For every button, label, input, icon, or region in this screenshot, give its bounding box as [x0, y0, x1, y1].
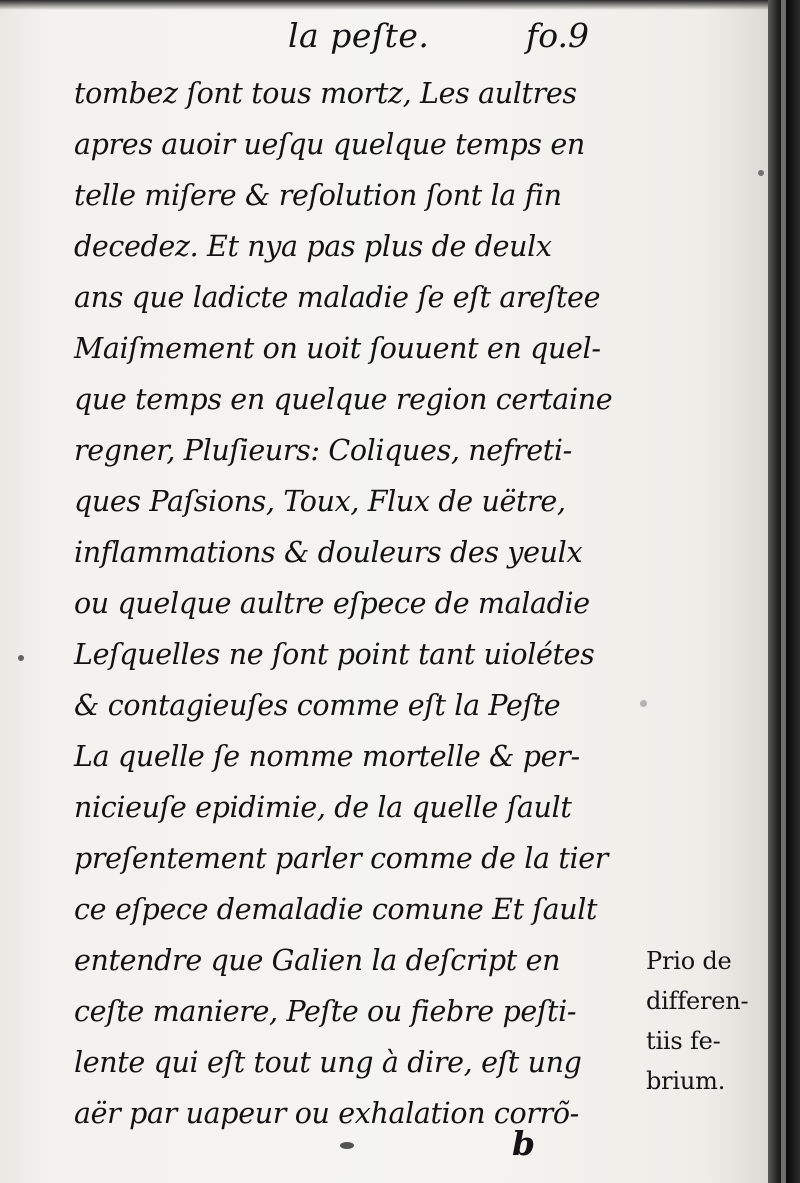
text-line: lente qui eſt tout ung à dire, eſt ung	[74, 1046, 582, 1079]
text-line: Maiſmement on uoit ſouuent en quel-	[74, 332, 601, 365]
text-line: ou quelque aultre eſpece de maladie	[74, 587, 590, 620]
body-text	[74, 68, 634, 1139]
text-line: nicieuſe epidimie, de la quelle ſault	[74, 791, 572, 824]
text-line: La quelle ſe nomme mortelle & per-	[74, 740, 580, 773]
text-line: entendre que Galien la deſcript en	[74, 944, 561, 977]
text-line: aër par uapeur ou exhalation corrõ-	[74, 1097, 579, 1130]
ink-blot	[758, 170, 764, 176]
text-line: ques Paſsions, Toux, Flux de uëtre,	[74, 485, 566, 518]
text-line: telle miſere & reſolution ſont la fin	[74, 179, 562, 212]
running-head: la peſte.	[288, 16, 430, 55]
ink-blot	[640, 700, 647, 707]
signature-mark: b	[512, 1124, 536, 1163]
marginal-note-line: differen-	[646, 987, 749, 1015]
text-line: & contagieuſes comme eſt la Peſte	[74, 689, 561, 722]
text-line: Leſquelles ne ſont point tant uiolétes	[74, 638, 595, 671]
text-line: regner, Pluſieurs: Coliques, nefreti-	[74, 434, 572, 467]
text-line: inflammations & douleurs des yeulx	[74, 536, 583, 569]
text-line: apres auoir ueſqu quelque temps en	[74, 128, 585, 161]
text-line: decedez. Et nya pas plus de deulx	[74, 230, 552, 263]
text-line: preſentement parler comme de la tier	[74, 842, 608, 875]
folio-number: fo.9	[526, 16, 589, 55]
page-edge	[781, 0, 786, 1183]
ink-blot	[340, 1142, 354, 1149]
marginal-note	[646, 941, 748, 1101]
text-line: que temps en quelque region certaine	[74, 383, 613, 416]
book-binding	[768, 0, 800, 1183]
text-line: ceſte maniere, Peſte ou fiebre peſti-	[74, 995, 577, 1028]
marginal-note-line: brium.	[646, 1067, 726, 1095]
marginal-note-line: Prio de	[646, 947, 732, 975]
marginal-note-line: tiis fe-	[646, 1027, 721, 1055]
text-line: ans que ladicte maladie ſe eſt areſtee	[74, 281, 601, 314]
ink-blot	[18, 655, 24, 661]
text-line: tombez ſont tous mortz, Les aultres	[74, 77, 577, 110]
text-line: ce eſpece demaladie comune Et ſault	[74, 893, 598, 926]
